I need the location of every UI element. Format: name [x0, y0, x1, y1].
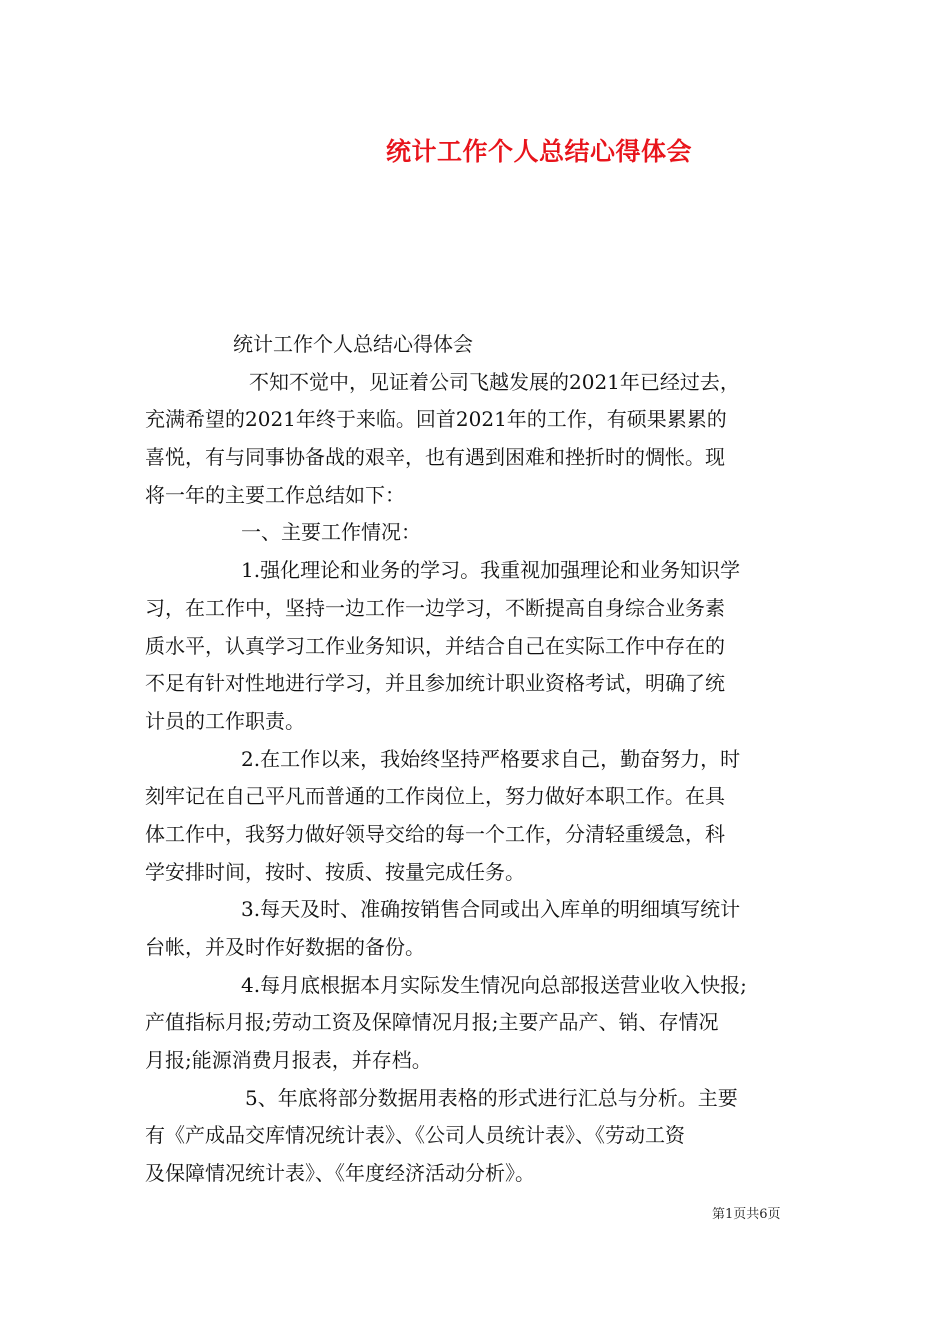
paragraph-line: 有《产成品交库情况统计表》、《公司人员统计表》、《劳动工资	[145, 1123, 685, 1148]
paragraph-line: 台帐，并及时作好数据的备份。	[145, 935, 425, 959]
document-title: 统计工作个人总结心得体会	[385, 137, 692, 166]
paragraph-line: 月报;能源消费月报表，并存档。	[145, 1048, 432, 1073]
paragraph-line: 刻牢记在自己平凡而普通的工作岗位上，努力做好本职工作。在具	[145, 784, 725, 809]
paragraph-line: 1.强化理论和业务的学习。我重视加强理论和业务知识学	[241, 558, 741, 583]
paragraph-line: 计员的工作职责。	[145, 708, 305, 733]
paragraph-line: 将一年的主要工作总结如下：	[145, 482, 405, 507]
paragraph-line: 不足有针对性地进行学习，并且参加统计职业资格考试，明确了统	[145, 671, 725, 696]
paragraph-line: 习，在工作中，坚持一边工作一边学习，不断提高自身综合业务素	[145, 595, 725, 620]
body-subtitle: 统计工作个人总结心得体会	[233, 332, 473, 356]
paragraph-line: 体工作中，我努力做好领导交给的每一个工作，分清轻重缓急，科	[145, 821, 725, 846]
paragraph-line: 5、年底将部分数据用表格的形式进行汇总与分析。主要	[245, 1085, 738, 1110]
paragraph-line: 学安排时间，按时、按质、按量完成任务。	[145, 859, 525, 884]
document-body	[145, 326, 809, 1193]
paragraph-line: 4.每月底根据本月实际发生情况向总部报送营业收入快报;	[241, 972, 747, 997]
paragraph-line: 质水平，认真学习工作业务知识，并结合自己在实际工作中存在的	[145, 633, 725, 658]
paragraph-line: 3.每天及时、准确按销售合同或出入库单的明细填写统计	[241, 897, 741, 922]
paragraph-line: 2.在工作以来，我始终坚持严格要求自己，勤奋努力，时	[241, 746, 741, 771]
section-heading: 一、主要工作情况：	[241, 520, 421, 545]
paragraph-line: 充满希望的2021年终于来临。回首2021年的工作，有硕果累累的	[145, 407, 727, 432]
page-number: 第1页共6页	[712, 1207, 781, 1222]
paragraph-line: 产值指标月报;劳动工资及保障情况月报;主要产品产、销、存情况	[145, 1010, 719, 1035]
paragraph-line: 喜悦，有与同事协备战的艰辛，也有遇到困难和挫折时的惆怅。现	[145, 445, 725, 470]
paragraph-line: 不知不觉中，见证着公司飞越发展的2021年已经过去，	[249, 369, 740, 394]
paragraph-line: 及保障情况统计表》、《年度经济活动分析》。	[145, 1161, 535, 1186]
